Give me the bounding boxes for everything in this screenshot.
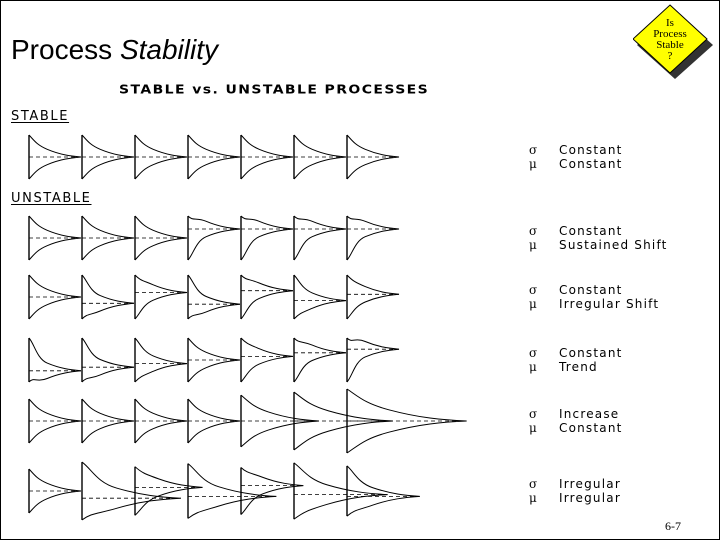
curve-shape <box>188 464 276 519</box>
mu-value: Irregular <box>559 491 621 505</box>
distribution-curve <box>347 338 399 382</box>
unstable-section-label: UNSTABLE <box>11 191 92 206</box>
mu-description <box>529 238 668 252</box>
distribution-curve <box>82 338 134 382</box>
sigma-value: Constant <box>559 346 623 360</box>
mu-description <box>529 157 623 171</box>
mu-value: Sustained Shift <box>559 238 668 252</box>
mu-symbol: μ <box>529 238 538 252</box>
sigma-value: Increase <box>559 407 620 421</box>
title-regular: Process <box>11 34 113 65</box>
sigma-description <box>529 224 668 238</box>
distribution-curve <box>29 338 81 382</box>
sigma-symbol: σ <box>529 346 539 360</box>
distribution-curve <box>347 216 399 260</box>
sigma-value: Constant <box>559 143 623 157</box>
curve-shape <box>82 338 134 382</box>
distribution-curve <box>188 275 240 319</box>
curve-shape <box>294 275 346 319</box>
distribution-curve <box>135 216 187 260</box>
distribution-curve <box>347 389 467 453</box>
row-description <box>529 143 623 171</box>
badge-line: Stable <box>656 39 684 51</box>
curve-shape <box>294 463 388 519</box>
distribution-curve <box>347 275 399 319</box>
distribution-curve <box>135 135 187 179</box>
mu-symbol: μ <box>529 360 538 374</box>
curve-shape <box>347 275 399 319</box>
distribution-curve <box>241 275 293 319</box>
distribution-curve <box>294 216 346 260</box>
curve-shape <box>241 275 293 319</box>
curve-shape <box>347 338 399 382</box>
curve-shape <box>82 462 181 520</box>
badge-line: Process <box>653 28 687 40</box>
distribution-curve <box>294 275 346 319</box>
curve-shape <box>135 338 187 382</box>
sigma-symbol: σ <box>529 224 539 238</box>
distribution-curve <box>241 216 293 260</box>
distribution-curve <box>29 135 81 179</box>
title-italic: Stability <box>119 34 218 65</box>
sigma-value: Irregular <box>559 477 621 491</box>
mu-description <box>529 491 621 505</box>
distribution-curve <box>294 463 388 519</box>
distribution-curve <box>82 275 134 319</box>
page-number: 6-7 <box>665 519 681 533</box>
curve-shape <box>135 467 203 516</box>
row-description <box>529 283 659 311</box>
diagram-heading: STABLE vs. UNSTABLE PROCESSES <box>119 82 430 98</box>
row-description <box>529 477 621 505</box>
mu-value: Constant <box>559 157 623 171</box>
mu-value: Trend <box>559 360 598 374</box>
mu-symbol: μ <box>529 297 538 311</box>
distribution-curve <box>241 135 293 179</box>
distribution-curve <box>294 338 346 382</box>
curve-shape <box>135 275 187 319</box>
sigma-value: Constant <box>559 283 623 297</box>
mu-symbol: μ <box>529 421 538 435</box>
distribution-curve <box>29 469 81 513</box>
curve-shape <box>347 216 399 260</box>
curve-shape <box>29 338 81 382</box>
row-description <box>529 346 623 374</box>
curve-shape <box>188 216 240 260</box>
distribution-curve <box>347 135 399 179</box>
distribution-curve <box>188 216 240 260</box>
distribution-curve <box>82 135 134 179</box>
distribution-curve <box>241 395 319 447</box>
distribution-curve <box>188 399 240 443</box>
row-description <box>529 407 623 435</box>
distribution-curve <box>135 338 187 382</box>
sigma-description <box>529 283 659 297</box>
distribution-curve <box>82 462 181 520</box>
mu-description <box>529 360 623 374</box>
sigma-description <box>529 477 621 491</box>
mu-description <box>529 297 659 311</box>
curve-shape <box>294 338 346 382</box>
sigma-description <box>529 407 623 421</box>
distribution-curve <box>29 216 81 260</box>
curve-shape <box>241 216 293 260</box>
sigma-symbol: σ <box>529 283 539 297</box>
sigma-symbol: σ <box>529 143 539 157</box>
distribution-curve <box>188 464 276 519</box>
distribution-curve <box>188 135 240 179</box>
curve-shape <box>294 216 346 260</box>
distribution-curve <box>135 467 203 516</box>
sigma-symbol: σ <box>529 407 539 421</box>
sigma-description <box>529 143 623 157</box>
distribution-curve <box>82 399 134 443</box>
curve-shape <box>241 338 293 382</box>
mu-symbol: μ <box>529 157 538 171</box>
distribution-curve <box>188 338 240 382</box>
distribution-curve <box>135 275 187 319</box>
distribution-curve <box>29 399 81 443</box>
sigma-value: Constant <box>559 224 623 238</box>
mu-value: Irregular Shift <box>559 297 660 311</box>
sigma-description <box>529 346 623 360</box>
distribution-curve <box>241 338 293 382</box>
stable-section-label: STABLE <box>11 109 70 124</box>
mu-symbol: μ <box>529 491 538 505</box>
badge-line: ? <box>667 50 673 62</box>
distribution-curve <box>135 399 187 443</box>
distribution-curve <box>29 275 81 319</box>
distribution-diagram <box>1 1 719 539</box>
badge-line: Is <box>666 17 674 29</box>
curve-shape <box>188 275 240 319</box>
curve-shape <box>347 466 420 516</box>
distribution-curve <box>347 466 420 516</box>
mu-description <box>529 421 623 435</box>
row-description <box>529 224 668 252</box>
distribution-curve <box>294 135 346 179</box>
distribution-curve <box>82 216 134 260</box>
curve-shape <box>82 275 134 319</box>
mu-value: Constant <box>559 421 623 435</box>
sigma-symbol: σ <box>529 477 539 491</box>
